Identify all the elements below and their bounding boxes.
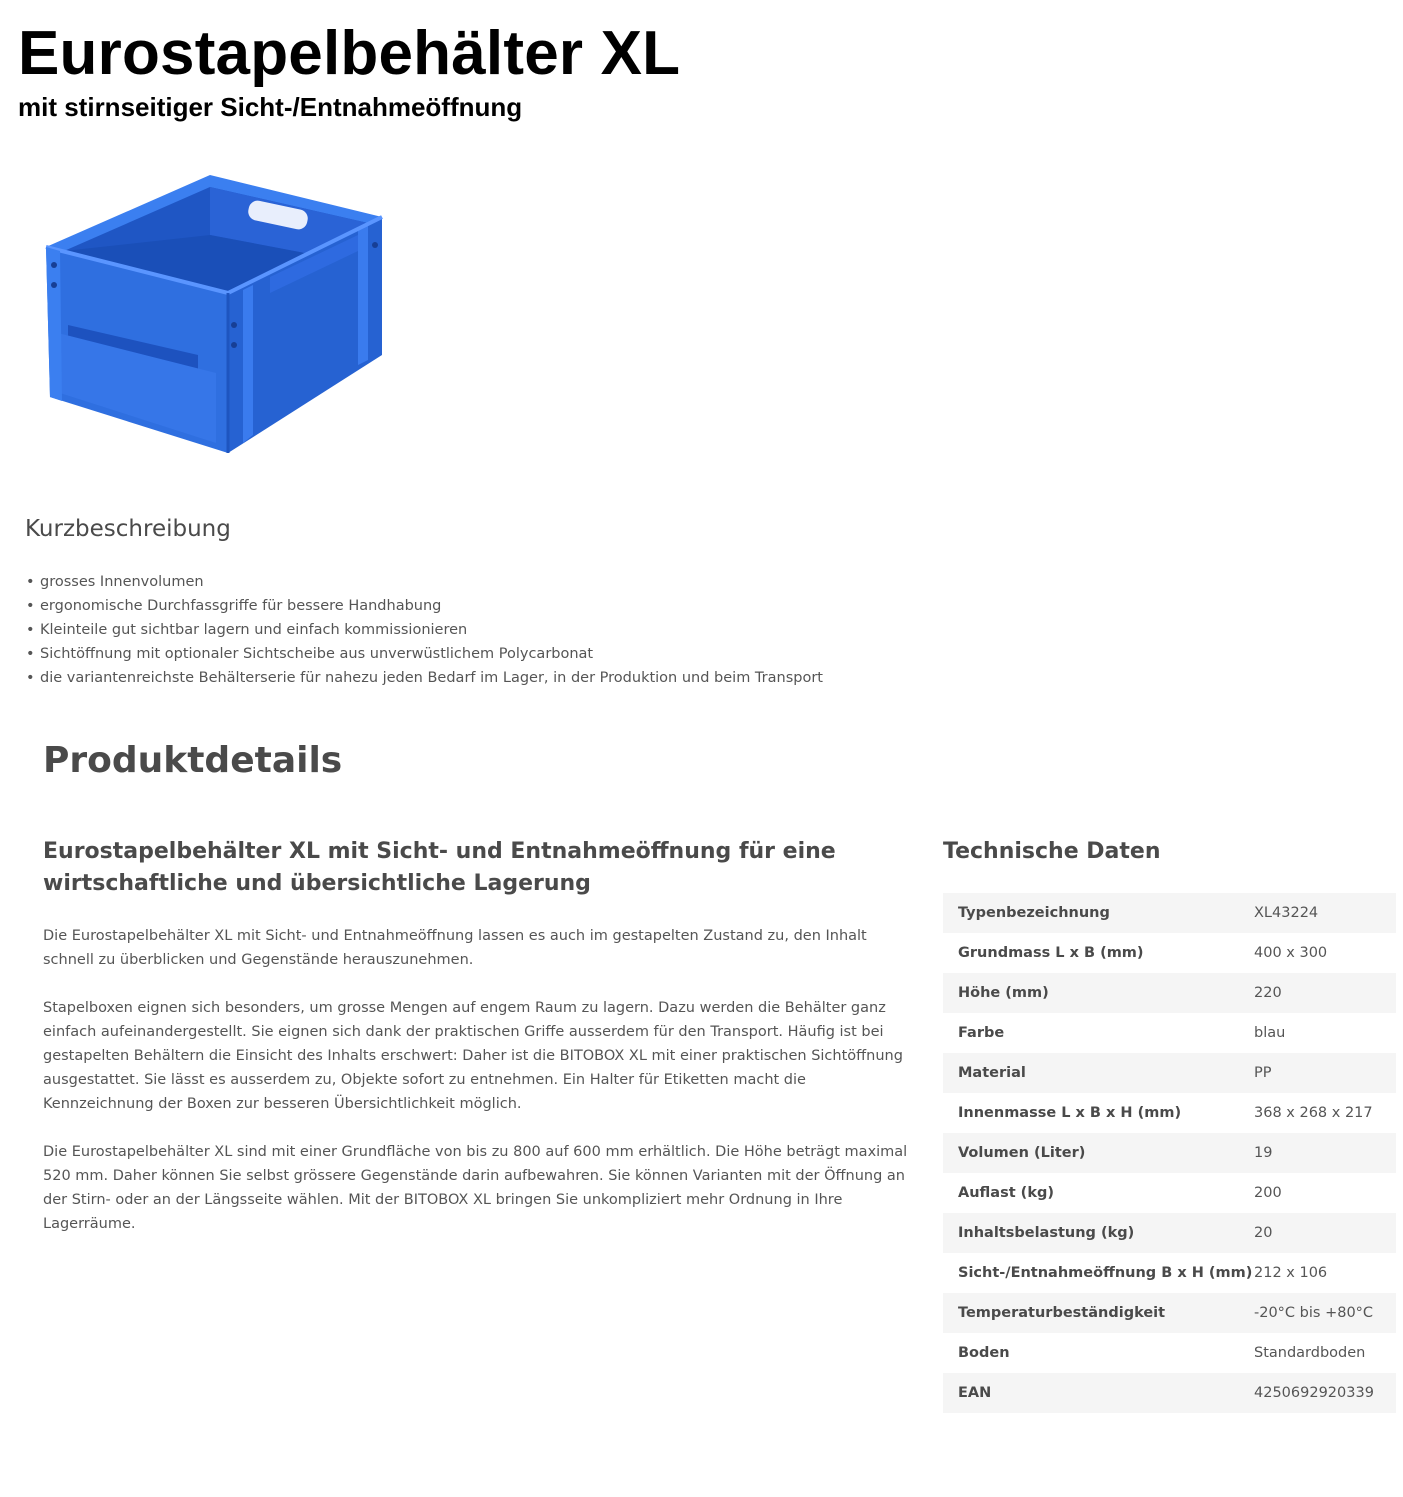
spec-value: 212 x 106 — [1254, 1265, 1328, 1281]
table-row — [943, 1213, 1396, 1253]
bullet-icon: • — [26, 646, 35, 662]
page-title: Eurostapelbehälter XL — [18, 19, 681, 88]
spec-value: 400 x 300 — [1254, 945, 1328, 961]
table-row — [943, 1133, 1396, 1173]
bullet-icon: • — [26, 670, 35, 686]
technische-daten-heading: Technische Daten — [943, 839, 1161, 864]
spec-value: PP — [1254, 1053, 1396, 1093]
produktdetails-heading: Produktdetails — [43, 740, 343, 781]
spec-label: Typenbezeichnung — [943, 893, 1254, 933]
table-row — [943, 1373, 1396, 1413]
page-subtitle: mit stirnseitiger Sicht-/Entnahmeöffnung — [18, 92, 523, 122]
product-image — [38, 165, 394, 461]
bullet-icon: • — [26, 574, 35, 590]
spec-label: Innenmasse L x B x H (mm) — [958, 1105, 1182, 1121]
article-paragraph: Die Eurostapelbehälter XL sind mit einer Grundfläche von bis zu 800 auf 600 mm erhältlich. Die Höhe beträgt maximal 520 mm. Daher können Sie selbst grössere Gegenstände darin aufbewahren. Sie können Varianten mit der Öffnung an der Stirn- oder an der Längsseite wählen. Mit der BITOBOX XL bringen Sie unkompliziert mehr Ordnung in Ihre Lagerräume. — [43, 1144, 908, 1232]
spec-value: 20 — [1254, 1213, 1396, 1253]
spec-label: Farbe — [958, 1025, 1005, 1041]
list-item: • grosses Innenvolumen — [25, 570, 823, 594]
feature-list — [25, 570, 823, 690]
spec-value: 200 — [1254, 1185, 1282, 1201]
spec-label: Höhe (mm) — [943, 973, 1254, 1013]
table-row — [943, 1173, 1396, 1213]
table-row — [943, 1293, 1396, 1333]
spec-label: Inhaltsbelastung (kg) — [943, 1213, 1254, 1253]
spec-value: 19 — [1254, 1133, 1396, 1173]
list-item: • Sichtöffnung mit optionaler Sichtscheibe aus unverwüstlichem Polycarbonat — [25, 642, 823, 666]
article-body — [43, 924, 911, 1260]
spec-label: Temperaturbeständigkeit — [943, 1293, 1254, 1333]
article-paragraph: Stapelboxen eignen sich besonders, um grosse Mengen auf engem Raum zu lagern. Dazu werden die Behälter ganz einfach aufeinandergestellt. Sie eignen sich dank der praktischen Griffe ausserdem für den Transport. Häufig ist bei gestapelten Behältern die Einsicht des Inhalts erschwert: Daher ist die BITOBOX XL mit einer praktischen Sichtöffnung ausgestattet. Sie lässt es ausserdem zu, Objekte sofort zu entnehmen. Ein Halter für Etiketten macht die Kennzeichnung der Boxen zur besseren Übersichtlichkeit möglich. — [43, 1000, 903, 1112]
bullet-icon: • — [26, 622, 35, 638]
table-row — [943, 933, 1396, 973]
spec-value: 4250692920339 — [1254, 1373, 1396, 1413]
tech-specs-table — [943, 893, 1396, 1413]
table-row — [943, 893, 1396, 933]
spec-value: 220 — [1254, 973, 1396, 1013]
table-row — [943, 1013, 1396, 1053]
article-paragraph: Die Eurostapelbehälter XL mit Sicht- und Entnahmeöffnung lassen es auch im gestapelten Zustand zu, den Inhalt schnell zu überblicken und Gegenstände herauszunehmen. — [43, 928, 867, 968]
bullet-icon: • — [26, 598, 35, 614]
article-heading: Eurostapelbehälter XL mit Sicht- und Entnahmeöffnung für eine wirtschaftliche und übersichtliche Lagerung — [43, 839, 836, 896]
table-row — [943, 1253, 1396, 1293]
table-row — [943, 1093, 1396, 1133]
spec-label: Boden — [958, 1345, 1010, 1361]
list-item: • die variantenreichste Behälterserie für nahezu jeden Bedarf im Lager, in der Produktion und beim Transport — [25, 666, 823, 690]
table-row — [943, 1333, 1396, 1373]
list-item: • Kleinteile gut sichtbar lagern und einfach kommissionieren — [25, 618, 823, 642]
spec-value: Standardboden — [1254, 1345, 1366, 1361]
spec-value: -20°C bis +80°C — [1254, 1293, 1396, 1333]
spec-label: Sicht-/Entnahmeöffnung B x H (mm) — [958, 1265, 1253, 1281]
spec-label: Volumen (Liter) — [943, 1133, 1254, 1173]
table-row — [943, 1053, 1396, 1093]
spec-label: Auflast (kg) — [958, 1185, 1054, 1201]
table-row — [943, 973, 1396, 1013]
spec-value: 368 x 268 x 217 — [1254, 1105, 1373, 1121]
spec-value: blau — [1254, 1025, 1286, 1041]
spec-value: XL43224 — [1254, 893, 1396, 933]
spec-label: Grundmass L x B (mm) — [958, 945, 1144, 961]
spec-label: Material — [943, 1053, 1254, 1093]
kurzbeschreibung-heading: Kurzbeschreibung — [25, 516, 231, 542]
spec-label: EAN — [943, 1373, 1254, 1413]
list-item: • ergonomische Durchfassgriffe für bessere Handhabung — [25, 594, 823, 618]
